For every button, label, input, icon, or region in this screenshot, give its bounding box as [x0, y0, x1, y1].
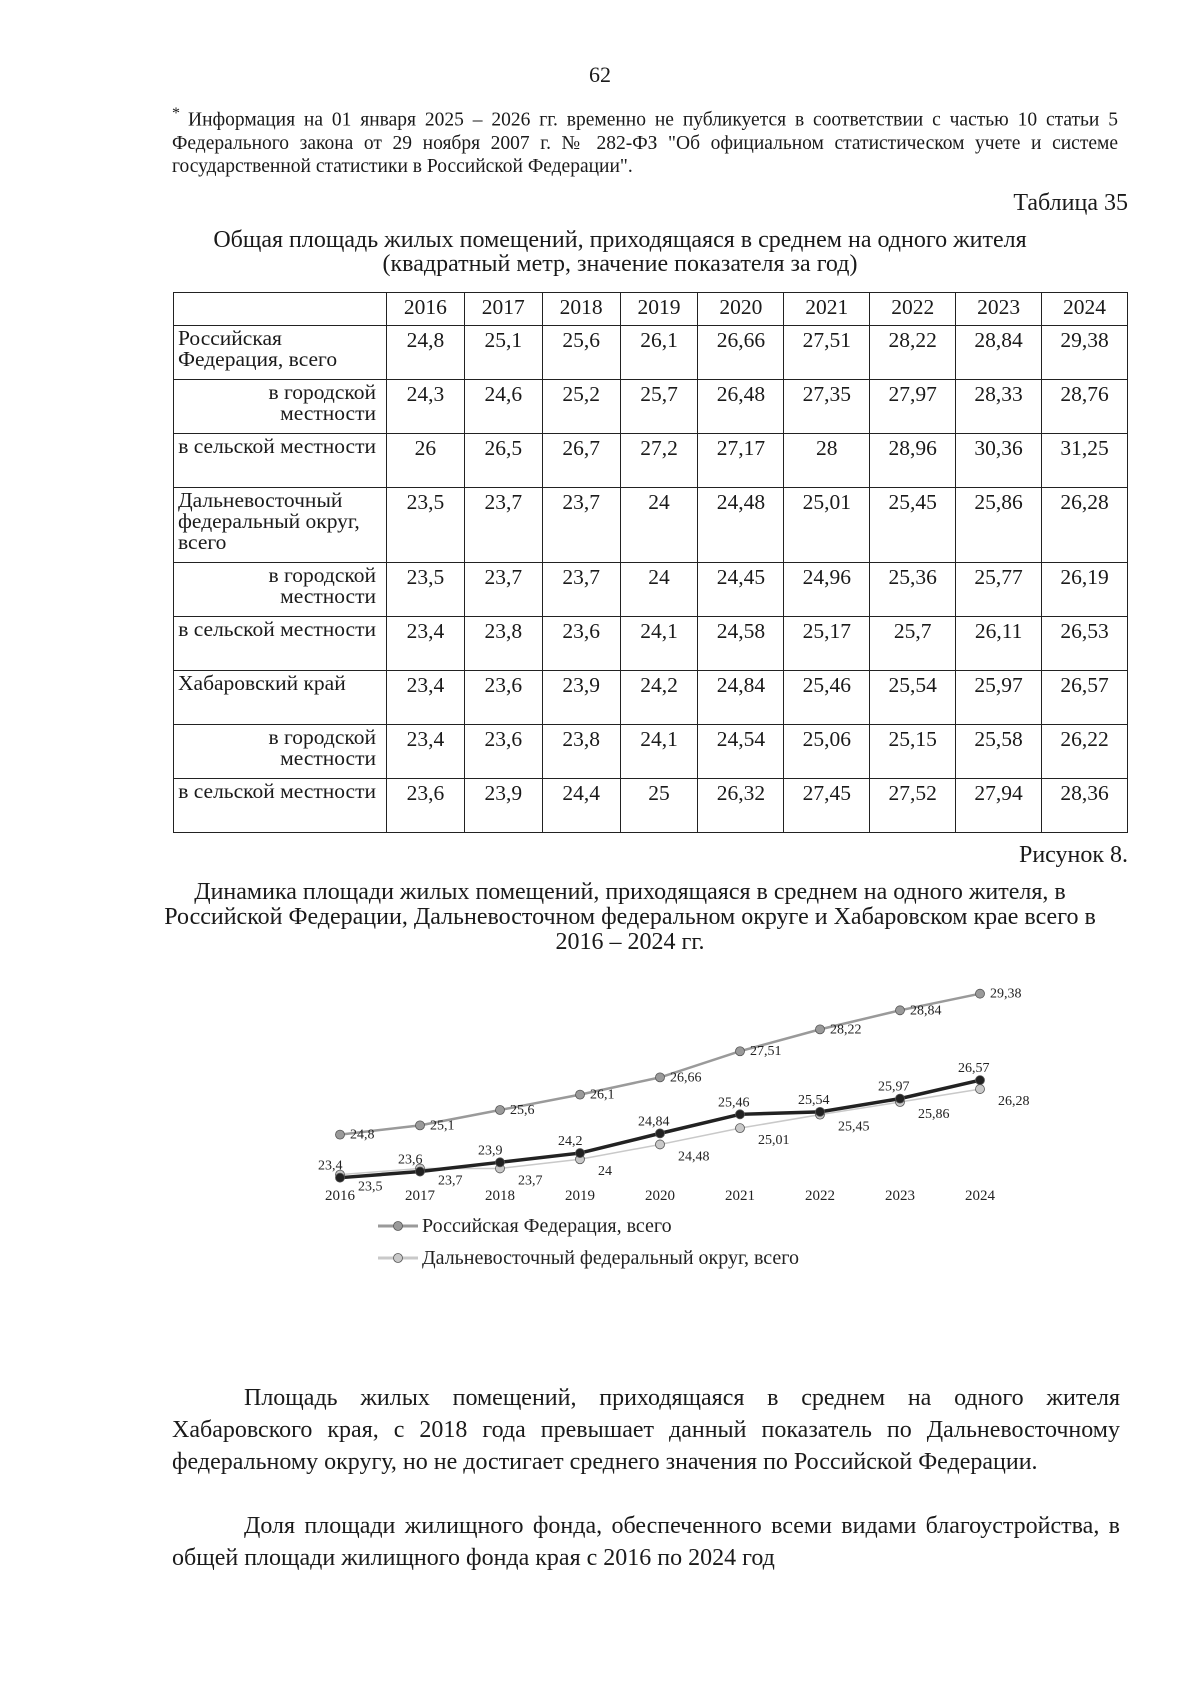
- row-label: в городской местности: [174, 563, 387, 617]
- table-cell: 27,51: [784, 326, 870, 380]
- data-label: 24,84: [638, 1114, 670, 1130]
- table-cell: 24,1: [620, 725, 698, 779]
- table-cell: 24,8: [387, 326, 465, 380]
- table-cell: 24,45: [698, 563, 784, 617]
- table-cell: 29,38: [1042, 326, 1128, 380]
- data-label: 23,9: [478, 1143, 503, 1159]
- data-point: [336, 1173, 345, 1182]
- figure-title: Динамика площади жилых помещений, приходящаяся в среднем на одного жителя, в Российской Федерации, Дальневосточном федеральном округе и Хабаровском крае всего в 2016 – 2024 гг.: [164, 879, 1096, 955]
- data-label: 26,57: [958, 1061, 990, 1077]
- table-cell: 26,28: [1042, 488, 1128, 563]
- table-row: [174, 434, 1128, 488]
- row-label: Хабаровский край: [174, 671, 387, 725]
- table-cell: 26,19: [1042, 563, 1128, 617]
- table-cell: 24,96: [784, 563, 870, 617]
- table-cell: 24,84: [698, 671, 784, 725]
- table-cell: 24,6: [464, 380, 542, 434]
- legend-swatch-marker: [394, 1254, 403, 1263]
- figure-caption: Рисунок 8.: [1018, 842, 1128, 868]
- x-tick-label: 2021: [725, 1188, 755, 1204]
- data-label: 27,51: [750, 1044, 782, 1060]
- data-label: 24,48: [678, 1149, 710, 1165]
- data-point: [576, 1090, 585, 1099]
- table-cell: 25,46: [784, 671, 870, 725]
- data-label: 23,6: [398, 1152, 423, 1168]
- table-row: [174, 563, 1128, 617]
- table-cell: 25,15: [870, 725, 956, 779]
- data-label: 29,38: [990, 986, 1022, 1002]
- table-title: Общая площадь жилых помещений, приходящаяся в среднем на одного жителя (квадратный метр, значение показателя за год): [213, 227, 1027, 277]
- table-cell: 25,6: [542, 326, 620, 380]
- table-cell: 26,5: [464, 434, 542, 488]
- data-point: [416, 1121, 425, 1130]
- row-label: Дальневосточный федеральный округ, всего: [174, 488, 387, 563]
- row-label: в сельской местности: [174, 779, 387, 833]
- data-label: 24,8: [350, 1127, 375, 1143]
- header-year: 2024: [1042, 293, 1128, 326]
- x-tick-label: 2017: [405, 1188, 435, 1204]
- table-cell: 24,4: [542, 779, 620, 833]
- table-cell: 23,5: [387, 563, 465, 617]
- table-cell: 24: [620, 488, 698, 563]
- table-cell: 27,94: [956, 779, 1042, 833]
- data-label: 25,54: [798, 1092, 830, 1108]
- table-row: [174, 671, 1128, 725]
- header-year: 2022: [870, 293, 956, 326]
- table-cell: 24,54: [698, 725, 784, 779]
- header-year: 2019: [620, 293, 698, 326]
- x-tick-label: 2018: [485, 1188, 515, 1204]
- table-cell: 23,4: [387, 671, 465, 725]
- table-cell: 26: [387, 434, 465, 488]
- table-cell: 23,7: [542, 488, 620, 563]
- table-row: [174, 488, 1128, 563]
- table-cell: 23,4: [387, 617, 465, 671]
- table-cell: 23,9: [464, 779, 542, 833]
- x-tick-label: 2016: [325, 1188, 355, 1204]
- table-cell: 26,7: [542, 434, 620, 488]
- table-cell: 25,58: [956, 725, 1042, 779]
- table-cell: 31,25: [1042, 434, 1128, 488]
- data-point: [896, 1006, 905, 1015]
- table-cell: 24,2: [620, 671, 698, 725]
- data-label: 26,28: [998, 1094, 1030, 1110]
- table-cell: 26,53: [1042, 617, 1128, 671]
- table-cell: 23,7: [464, 563, 542, 617]
- data-label: 26,66: [670, 1070, 702, 1086]
- table-cell: 23,6: [464, 725, 542, 779]
- table-cell: 27,35: [784, 380, 870, 434]
- table-cell: 26,66: [698, 326, 784, 380]
- table-cell: 28,84: [956, 326, 1042, 380]
- data-label: 24: [598, 1164, 612, 1180]
- table-row: [174, 617, 1128, 671]
- table-cell: 28,76: [1042, 380, 1128, 434]
- x-tick-label: 2020: [645, 1188, 675, 1204]
- table-row: [174, 326, 1128, 380]
- table-row: [174, 779, 1128, 833]
- data-point: [896, 1094, 905, 1103]
- table-cell: 23,8: [542, 725, 620, 779]
- table-cell: 27,2: [620, 434, 698, 488]
- data-point: [496, 1106, 505, 1115]
- x-tick-label: 2024: [965, 1188, 995, 1204]
- body-paragraph: Площадь жилых помещений, приходящаяся в среднем на одного жителя Хабаровского края, с 2018 года превышает данный показатель по Дальневосточному федеральному округу, но не достигает среднего значения по Российской Федерации.: [172, 1385, 1120, 1475]
- data-point: [736, 1124, 745, 1133]
- table-cell: 23,8: [464, 617, 542, 671]
- data-point: [496, 1158, 505, 1167]
- footnote: [172, 102, 1118, 178]
- header-year: 2017: [464, 293, 542, 326]
- row-label: Российская Федерация, всего: [174, 326, 387, 380]
- table-cell: 25,97: [956, 671, 1042, 725]
- x-tick-label: 2022: [805, 1188, 835, 1204]
- table-cell: 23,9: [542, 671, 620, 725]
- table-cell: 27,17: [698, 434, 784, 488]
- table-cell: 25,7: [620, 380, 698, 434]
- data-point: [976, 989, 985, 998]
- header-empty-cell: [174, 293, 387, 326]
- table-cell: 24: [620, 563, 698, 617]
- table-cell: 23,4: [387, 725, 465, 779]
- data-point: [736, 1110, 745, 1119]
- header-year: 2018: [542, 293, 620, 326]
- table-cell: 27,97: [870, 380, 956, 434]
- table-cell: 26,22: [1042, 725, 1128, 779]
- table-header-row: [174, 293, 1128, 326]
- table-cell: 23,6: [542, 617, 620, 671]
- table-cell: 25: [620, 779, 698, 833]
- header-year: 2020: [698, 293, 784, 326]
- data-point: [816, 1107, 825, 1116]
- table-cell: 26,1: [620, 326, 698, 380]
- table-caption: Таблица 35: [1013, 190, 1128, 216]
- table-cell: 23,5: [387, 488, 465, 563]
- data-label: 25,6: [510, 1103, 535, 1118]
- row-label: в городской местности: [174, 725, 387, 779]
- table-body: [174, 326, 1128, 833]
- row-label: в сельской местности: [174, 434, 387, 488]
- table-cell: 28,96: [870, 434, 956, 488]
- x-tick-label: 2019: [565, 1188, 595, 1204]
- data-label: 28,84: [910, 1003, 942, 1019]
- body-paragraph: Доля площади жилищного фонда, обеспеченного всеми видами благоустройства, в общей площади жилищного фонда края с 2016 по 2024 год: [172, 1513, 1120, 1571]
- data-label: 25,46: [718, 1095, 750, 1111]
- table-cell: 28,22: [870, 326, 956, 380]
- data-label: 23,4: [318, 1158, 343, 1174]
- table-cell: 25,1: [464, 326, 542, 380]
- table-cell: 26,48: [698, 380, 784, 434]
- table-cell: 23,6: [464, 671, 542, 725]
- data-table: [173, 292, 1128, 833]
- data-point: [816, 1025, 825, 1034]
- data-label: 25,1: [430, 1118, 455, 1134]
- table-cell: 25,86: [956, 488, 1042, 563]
- table-cell: 23,6: [387, 779, 465, 833]
- data-point: [656, 1129, 665, 1138]
- table-cell: 25,06: [784, 725, 870, 779]
- data-point: [336, 1130, 345, 1139]
- table-row: [174, 380, 1128, 434]
- data-label: 25,01: [758, 1133, 790, 1149]
- row-label: в сельской местности: [174, 617, 387, 671]
- table-cell: 24,3: [387, 380, 465, 434]
- table-cell: 23,7: [542, 563, 620, 617]
- table-cell: 26,32: [698, 779, 784, 833]
- table-cell: 30,36: [956, 434, 1042, 488]
- table-cell: 25,54: [870, 671, 956, 725]
- row-label: в городской местности: [174, 380, 387, 434]
- table-cell: 25,77: [956, 563, 1042, 617]
- table-cell: 25,7: [870, 617, 956, 671]
- data-label: 23,7: [438, 1173, 463, 1189]
- table-cell: 27,45: [784, 779, 870, 833]
- line-chart: [300, 980, 1030, 1290]
- data-label: 28,22: [830, 1022, 862, 1038]
- data-point: [656, 1140, 665, 1149]
- table-cell: 28,36: [1042, 779, 1128, 833]
- data-point: [576, 1149, 585, 1158]
- table-cell: 25,45: [870, 488, 956, 563]
- footnote-marker: *: [172, 105, 180, 122]
- page-number: 62: [589, 62, 611, 87]
- table-cell: 25,01: [784, 488, 870, 563]
- data-label: 24,2: [558, 1134, 583, 1150]
- data-point: [416, 1167, 425, 1176]
- legend-entry: Дальневосточный федеральный округ, всего: [422, 1247, 799, 1269]
- header-year: 2023: [956, 293, 1042, 326]
- table-cell: 28: [784, 434, 870, 488]
- data-label: 26,1: [590, 1087, 615, 1103]
- table-cell: 28,33: [956, 380, 1042, 434]
- table-cell: 23,7: [464, 488, 542, 563]
- table-cell: 25,2: [542, 380, 620, 434]
- table-cell: 26,11: [956, 617, 1042, 671]
- table-cell: 24,1: [620, 617, 698, 671]
- table-cell: 24,48: [698, 488, 784, 563]
- data-label: 23,7: [518, 1173, 543, 1189]
- table-cell: 25,36: [870, 563, 956, 617]
- table-cell: 25,17: [784, 617, 870, 671]
- table-row: [174, 725, 1128, 779]
- legend-swatch-marker: [394, 1222, 403, 1231]
- data-label: 23,5: [358, 1179, 383, 1195]
- data-label: 25,86: [918, 1107, 950, 1122]
- data-point: [976, 1085, 985, 1094]
- table-cell: 27,52: [870, 779, 956, 833]
- data-point: [736, 1047, 745, 1056]
- data-point: [656, 1073, 665, 1082]
- table-cell: 26,57: [1042, 671, 1128, 725]
- header-year: 2021: [784, 293, 870, 326]
- table-cell: 24,58: [698, 617, 784, 671]
- data-point: [976, 1076, 985, 1085]
- footnote-text: Информация на 01 января 2025 – 2026 гг. временно не публикуется в соответствии с частью 10 статьи 5 Федерального закона от 29 ноября 2007 г. № 282-ФЗ "Об официальном статистическом учете и системе государственной статистики в Российской Федерации".: [172, 109, 1118, 177]
- x-tick-label: 2023: [885, 1188, 915, 1204]
- data-label: 25,45: [838, 1119, 870, 1135]
- legend-entry: Российская Федерация, всего: [422, 1215, 672, 1237]
- header-year: 2016: [387, 293, 465, 326]
- data-label: 25,97: [878, 1079, 910, 1095]
